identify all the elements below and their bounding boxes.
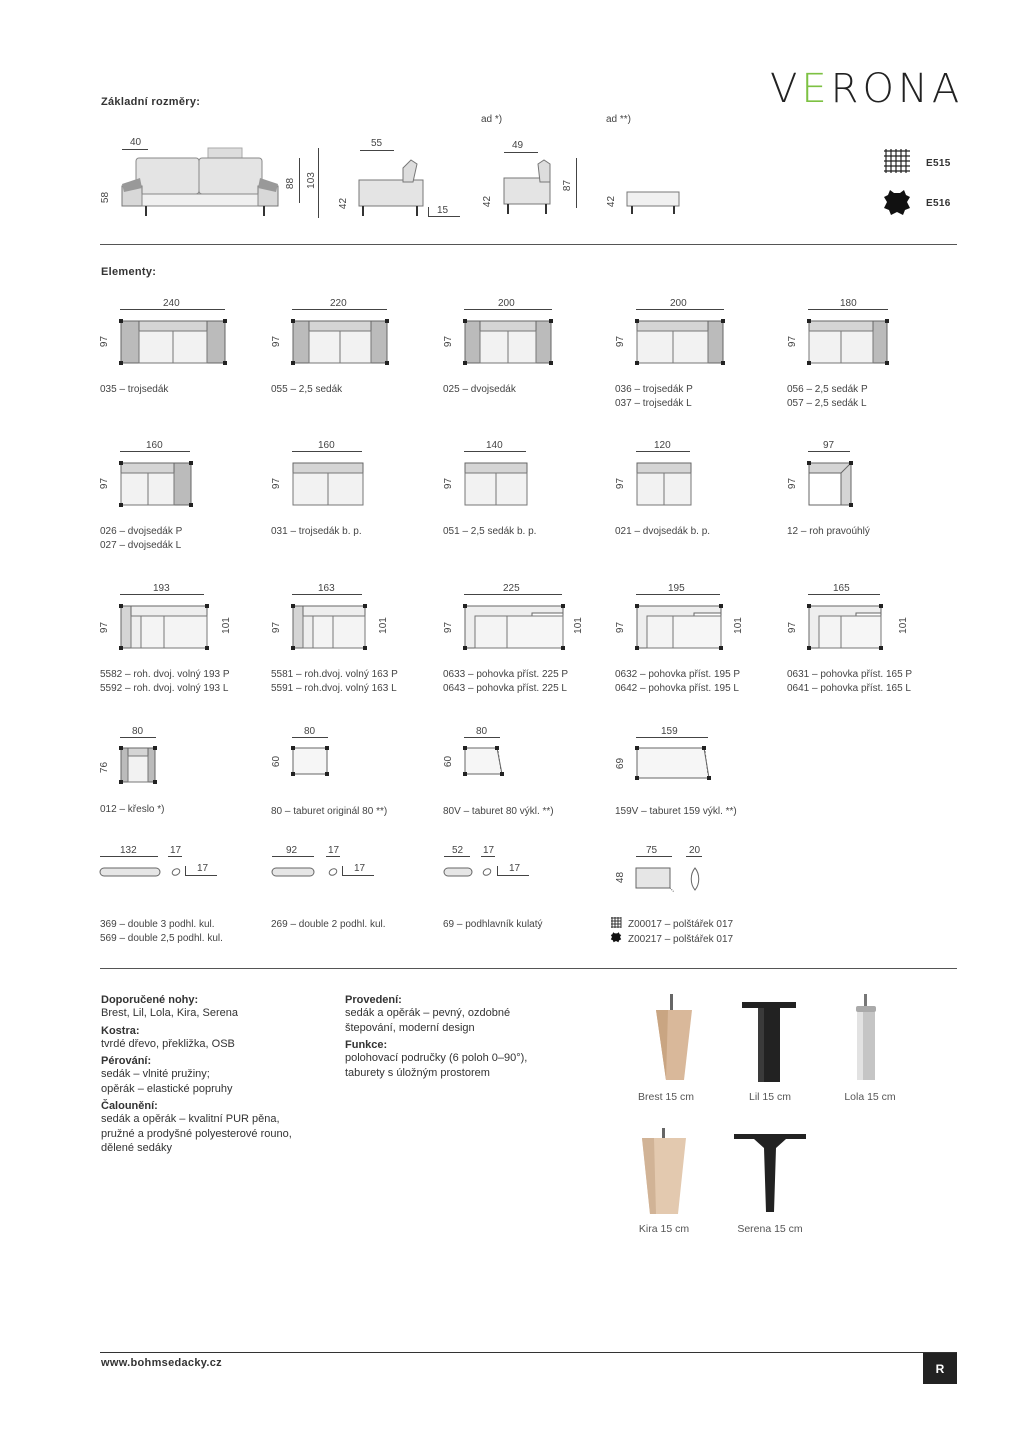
dim-height-88: 88 [285, 177, 297, 190]
info-heading: Funkce: [345, 1039, 388, 1051]
elem-label: 021 – dvojsedák b. p. [615, 526, 711, 537]
elem-label: 026 – dvojsedák P 027 – dvojsedák L [100, 526, 183, 551]
dim-arm-width: 40 [130, 137, 142, 148]
info-right [345, 990, 585, 1080]
dim-height-87: 87 [562, 179, 574, 192]
sofa-plan-036 [634, 318, 726, 366]
elem-height: 76 [99, 761, 111, 774]
ad-note-2: ad **) [606, 114, 632, 125]
elem-height: 97 [443, 477, 455, 490]
sofa-plan-0631 [806, 603, 884, 651]
elem-label: 025 – dvojsedák [443, 384, 516, 395]
elem-width: 80 [132, 726, 144, 737]
divider-bottom [100, 968, 957, 969]
basic-dimensions-title: Základní rozměry: [101, 96, 201, 108]
fabric-icon [882, 148, 912, 174]
elem-width: 80 [476, 726, 488, 737]
elem-height-2: 101 [220, 617, 232, 634]
elem-label: 0633 – pohovka příst. 225 P 0643 – pohovka příst. 225 L [443, 669, 569, 694]
elem-label: 0632 – pohovka příst. 195 P 0642 – pohovka příst. 195 L [615, 669, 741, 694]
ottoman-plan-80v [462, 745, 506, 777]
elem-width: 80 [304, 726, 316, 737]
elem-width: 159 [661, 726, 678, 737]
elem-diameter-2: 17 [197, 863, 209, 874]
elem-height: 97 [443, 621, 455, 634]
lil-leg-icon [740, 1000, 798, 1084]
leg-label: Serena 15 cm [737, 1223, 803, 1235]
elem-width: 180 [840, 298, 857, 309]
elem-height: 69 [615, 757, 627, 770]
elem-width: 97 [823, 440, 835, 451]
elem-depth: 20 [689, 845, 701, 856]
info-text: sedák – vlnité pružiny; [101, 1068, 210, 1080]
elem-label: 159V – taburet 159 výkl. **) [615, 806, 737, 817]
info-text: taburety s úložným prostorem [345, 1066, 490, 1079]
info-left [101, 990, 331, 1156]
info-heading: Kostra: [101, 1024, 140, 1037]
elem-label: 051 – 2,5 sedák b. p. [443, 526, 537, 537]
elem-diameter: 17 [328, 845, 340, 856]
leather-icon [882, 188, 912, 216]
pillow-side-icon [688, 866, 702, 892]
ottoman-plan-80 [290, 745, 330, 777]
elem-height: 97 [443, 335, 455, 348]
elem-width: 120 [654, 440, 671, 451]
page-badge: R [923, 1353, 957, 1384]
info-text: dělené sedáky [101, 1142, 172, 1154]
elem-height: 97 [271, 335, 283, 348]
elem-width: 195 [668, 583, 685, 594]
fabric-icon [610, 916, 622, 928]
elem-height: 97 [787, 621, 799, 634]
elem-label: 80V – taburet 80 výkl. **) [443, 806, 554, 817]
elem-label: 5582 – roh. dvoj. volný 193 P 5592 – roh. dvoj. volný 193 L [100, 669, 230, 694]
elem-label: 035 – trojsedák [100, 384, 169, 395]
elem-height: 97 [615, 621, 627, 634]
elem-diameter-2: 17 [509, 863, 521, 874]
elem-label: 056 – 2,5 sedák P 057 – 2,5 sedák L [787, 384, 868, 409]
pillow-017 [634, 866, 678, 894]
elem-height: 60 [443, 755, 455, 768]
elem-height: 97 [271, 477, 283, 490]
dim-recline-15: 15 [437, 205, 449, 216]
sofa-plan-0632 [634, 603, 724, 651]
elem-height-2: 101 [572, 617, 584, 634]
sofa-plan-5581 [290, 603, 368, 651]
elem-label: 036 – trojsedák P 037 – trojsedák L [615, 384, 693, 409]
info-text: sedák a opěrák – pevný, ozdobné [345, 1007, 511, 1019]
info-heading: Provedení: [345, 994, 402, 1006]
info-text: štepování, moderní design [345, 1021, 475, 1034]
serena-leg-icon [732, 1132, 808, 1214]
cushion-section-icon [481, 866, 493, 878]
elem-label: 055 – 2,5 sedák [271, 384, 343, 395]
elem-diameter-2: 17 [354, 863, 366, 874]
elem-height-2: 101 [377, 617, 389, 634]
leg-label: Kira 15 cm [638, 1223, 690, 1235]
elem-height: 97 [99, 335, 111, 348]
elem-height: 97 [615, 335, 627, 348]
elem-label: 012 – křeslo *) [100, 804, 165, 815]
elem-label: 269 – double 2 podhl. kul. [271, 919, 386, 930]
sofa-plan-5582 [118, 603, 210, 651]
brest-leg-icon [648, 992, 698, 1084]
elem-label: 80 – taburet originál 80 **) [271, 806, 388, 817]
dim-depth-49: 49 [512, 140, 524, 151]
cushion-section-icon [170, 866, 182, 878]
elem-width: 240 [163, 298, 180, 309]
leg-label: Lola 15 cm [844, 1091, 896, 1103]
sofa-plan-035 [118, 318, 228, 366]
armchair-side-view [500, 158, 560, 216]
elem-width: 75 [646, 845, 658, 856]
ottoman-view [624, 190, 684, 218]
elem-width: 193 [153, 583, 170, 594]
sofa-plan-025 [462, 318, 554, 366]
leg-label: Brest 15 cm [637, 1091, 695, 1103]
elem-height-2: 101 [732, 617, 744, 634]
elem-width: 160 [146, 440, 163, 451]
sofa-plan-031 [290, 460, 366, 508]
brand-title: VERONA [770, 66, 964, 112]
sofa-side-view [355, 158, 430, 218]
material-code-e515: E515 [926, 158, 951, 169]
divider-top [100, 244, 957, 245]
leather-icon [610, 931, 622, 943]
cushion-roll-132 [98, 866, 164, 878]
info-text: tvrdé dřevo, překližka, OSB [101, 1037, 235, 1050]
sofa-plan-051 [462, 460, 530, 508]
dim-depth-55: 55 [371, 138, 383, 149]
info-heading: Čalounění: [101, 1100, 158, 1112]
footer-url[interactable]: www.bohmsedacky.cz [101, 1357, 222, 1369]
elem-height: 97 [787, 477, 799, 490]
dim-seat-height: 58 [100, 191, 112, 204]
elem-height: 97 [787, 335, 799, 348]
sofa-plan-026 [118, 460, 194, 508]
ottoman-plan-159v [634, 745, 714, 781]
elem-height: 97 [99, 477, 111, 490]
dim-seat-42b: 42 [482, 195, 494, 208]
elem-width: 132 [120, 845, 137, 856]
elem-width: 160 [318, 440, 335, 451]
elem-label: 12 – roh pravoúhlý [787, 526, 870, 537]
info-heading: Doporučené nohy: [101, 994, 199, 1006]
sofa-plan-055 [290, 318, 390, 366]
info-text: sedák a opěrák – kvalitní PUR pěna, [101, 1113, 280, 1125]
elem-label: 69 – podhlavník kulatý [443, 919, 543, 930]
elem-label: 031 – trojsedák b. p. [271, 526, 362, 537]
footer-rule [100, 1352, 957, 1353]
elements-title: Elementy: [101, 266, 157, 278]
cushion-section-icon [327, 866, 339, 878]
sofa-plan-056 [806, 318, 890, 366]
elem-width: 200 [498, 298, 515, 309]
elem-width: 165 [833, 583, 850, 594]
elem-width: 92 [286, 845, 298, 856]
leg-label: Lil 15 cm [748, 1091, 791, 1103]
elem-label: 5581 – roh.dvoj. volný 163 P 5591 – roh.dvoj. volný 163 L [271, 669, 398, 694]
material-code-e516: E516 [926, 198, 951, 209]
dim-height-103: 103 [305, 172, 317, 189]
cushion-roll-92 [270, 866, 318, 878]
elem-height: 97 [99, 621, 111, 634]
sofa-plan-0633 [462, 603, 566, 651]
info-heading: Pérování: [101, 1055, 152, 1067]
elem-label: 0631 – pohovka příst. 165 P 0641 – pohovka příst. 165 L [787, 669, 913, 694]
info-text: polohovací područky (6 poloh 0–90°), [345, 1052, 528, 1064]
kira-leg-icon [636, 1126, 692, 1218]
elem-width: 200 [670, 298, 687, 309]
elem-width: 163 [318, 583, 335, 594]
elem-diameter: 17 [483, 845, 495, 856]
armchair-plan-012 [118, 745, 158, 785]
sofa-plan-021 [634, 460, 694, 508]
elem-height: 60 [271, 755, 283, 768]
dim-seat-42a: 42 [338, 197, 350, 210]
elem-width: 220 [330, 298, 347, 309]
info-text: pružné a prodyšné polyesterové rouno, [101, 1127, 292, 1140]
info-text: Brest, Lil, Lola, Kira, Serena [101, 1007, 238, 1019]
elem-label: Z00017 – polštářek 017 Z00217 – polštářek 017 [628, 919, 734, 945]
elem-height-2: 101 [897, 617, 909, 634]
dim-seat-42c: 42 [606, 195, 618, 208]
cushion-roll-52 [442, 866, 474, 878]
elem-label: 369 – double 3 podhl. kul. 569 – double 2,5 podhl. kul. [100, 919, 223, 944]
elem-height: 97 [271, 621, 283, 634]
elem-width: 140 [486, 440, 503, 451]
elem-width: 225 [503, 583, 520, 594]
elem-height: 97 [615, 477, 627, 490]
info-text: opěrák – elastické popruhy [101, 1082, 233, 1095]
ad-note-1: ad *) [481, 114, 503, 125]
sofa-front-view [118, 146, 283, 218]
elem-height: 48 [615, 871, 627, 884]
corner-plan-12 [806, 460, 854, 508]
elem-diameter: 17 [170, 845, 182, 856]
lola-leg-icon [848, 992, 884, 1084]
elem-width: 52 [452, 845, 464, 856]
